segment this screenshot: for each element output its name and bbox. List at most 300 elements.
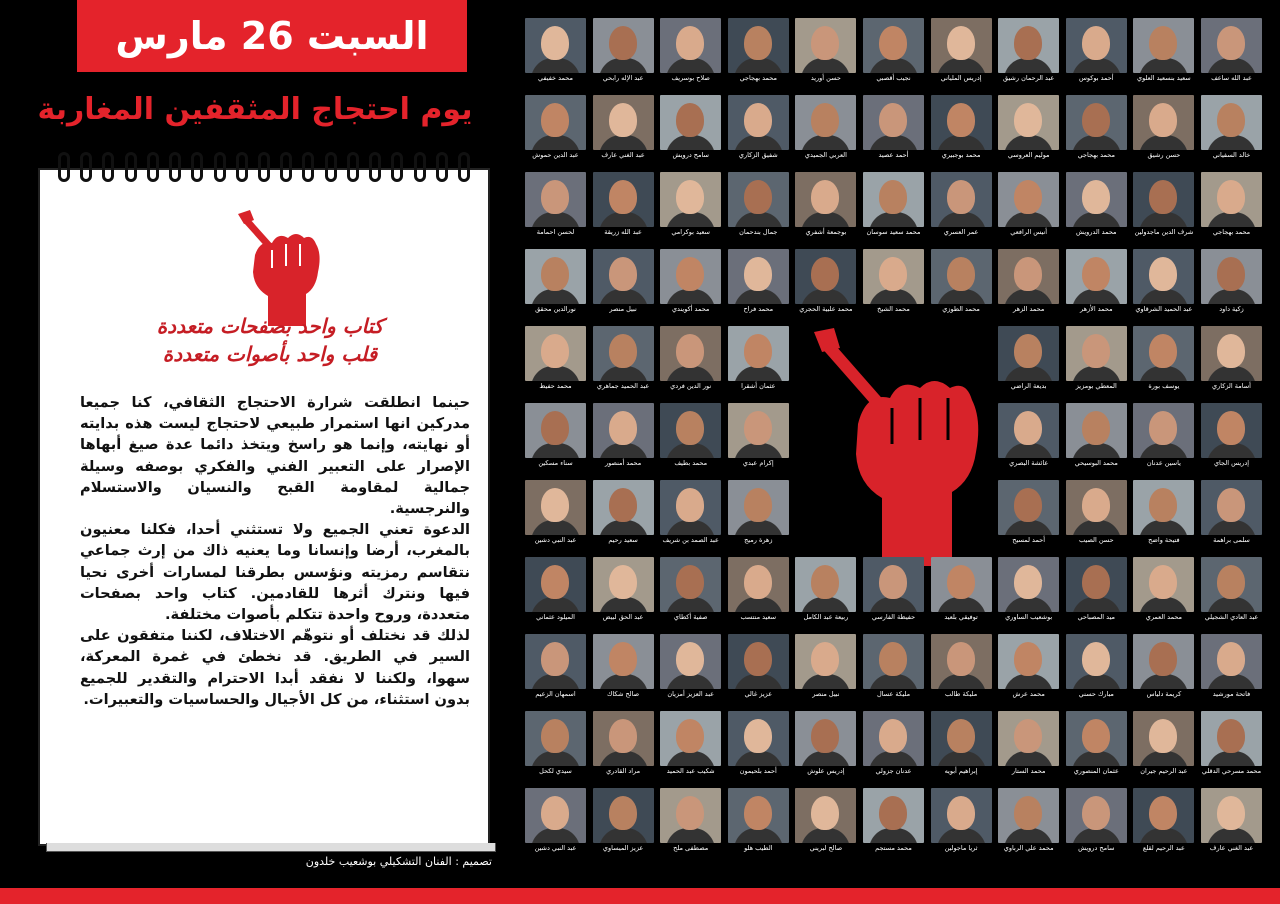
portrait-photo xyxy=(1201,711,1262,766)
ring-icon xyxy=(58,152,70,182)
portrait-photo xyxy=(728,326,789,381)
person-icon xyxy=(879,103,907,137)
person-icon xyxy=(609,334,637,368)
portrait-card xyxy=(1066,249,1127,315)
portrait-name: نور الدين فردي xyxy=(670,382,712,390)
portrait-name: توفيقي بلعيد xyxy=(944,613,978,621)
person-icon xyxy=(1217,719,1245,753)
portrait-card xyxy=(1201,634,1262,700)
portrait-name: إبراهيم أبويه xyxy=(944,767,978,775)
person-icon xyxy=(676,565,704,599)
person-icon xyxy=(1149,180,1177,214)
person-icon xyxy=(1217,565,1245,599)
person-icon xyxy=(1014,334,1042,368)
portrait-name: ثريا ماجولين xyxy=(944,844,978,852)
person-icon xyxy=(1014,719,1042,753)
portrait-card xyxy=(660,557,721,623)
portrait-photo xyxy=(1066,403,1127,458)
portrait-name: صفية أكطاي xyxy=(673,613,708,621)
portrait-card xyxy=(525,711,586,777)
portrait-photo xyxy=(728,18,789,73)
portrait-name: عبد النبي دشين xyxy=(534,536,577,544)
portrait-photo xyxy=(660,711,721,766)
portrait-photo xyxy=(1066,95,1127,150)
portrait-card xyxy=(728,403,789,469)
portrait-card xyxy=(998,249,1059,315)
portrait-name: نجيب أقصبي xyxy=(876,74,911,82)
person-icon xyxy=(1014,796,1042,830)
person-icon xyxy=(744,257,772,291)
portrait-photo xyxy=(525,249,586,304)
portrait-name: عبد الحميد الشرقاوي xyxy=(1135,305,1193,313)
portrait-photo xyxy=(660,557,721,612)
portrait-name: عزيز غالي xyxy=(744,690,773,698)
person-icon xyxy=(1149,411,1177,445)
portrait-photo xyxy=(525,711,586,766)
slogan-line-1: كتاب واحد بصفحات متعددة xyxy=(156,314,384,338)
person-icon xyxy=(676,642,704,676)
portrait-photo xyxy=(593,480,654,535)
person-icon xyxy=(1217,411,1245,445)
portrait-name: نورالدين محقق xyxy=(535,305,576,313)
person-icon xyxy=(811,719,839,753)
portrait-card xyxy=(728,711,789,777)
portrait-photo xyxy=(931,249,992,304)
portrait-card xyxy=(1066,403,1127,469)
portrait-name: عبد الله زريقة xyxy=(604,228,642,236)
person-icon xyxy=(609,642,637,676)
person-icon xyxy=(744,103,772,137)
portrait-card xyxy=(728,326,789,392)
person-icon xyxy=(1149,642,1177,676)
portrait-card xyxy=(998,18,1059,84)
portrait-name: صلاح بوسريف xyxy=(671,74,710,82)
portrait-name: مصطفى ملح xyxy=(673,844,709,852)
portrait-photo xyxy=(998,326,1059,381)
person-icon xyxy=(676,180,704,214)
portrait-name: شرف الدين ماجدولين xyxy=(1134,228,1194,236)
portrait-card xyxy=(1066,634,1127,700)
person-icon xyxy=(744,565,772,599)
person-icon xyxy=(879,796,907,830)
portrait-card xyxy=(728,172,789,238)
portrait-name: عبد الرحيم جيران xyxy=(1140,767,1188,775)
portrait-photo xyxy=(998,18,1059,73)
portrait-name: سعيد رحيم xyxy=(608,536,638,544)
person-icon xyxy=(1082,411,1110,445)
portrait-card xyxy=(1201,172,1262,238)
portrait-name: محمد الشيخ xyxy=(877,305,910,313)
portrait-name: المعطي بومزيز xyxy=(1075,382,1117,390)
portrait-name: نبيل منصر xyxy=(609,305,637,313)
portrait-name: عبد الصمد بن شريف xyxy=(662,536,719,544)
portrait-name: أحمد عصيد xyxy=(878,151,909,159)
portrait-photo xyxy=(1201,172,1262,227)
portrait-card xyxy=(1066,18,1127,84)
portrait-card xyxy=(728,95,789,161)
person-icon xyxy=(541,642,569,676)
portrait-name: عبد الإله رابحي xyxy=(602,74,644,82)
portrait-name: محمد أكويندي xyxy=(671,305,710,313)
portrait-card xyxy=(728,18,789,84)
portrait-photo xyxy=(660,634,721,689)
portrait-name: مليكة عسال xyxy=(876,690,911,698)
portrait-name: مراد القادري xyxy=(606,767,641,775)
portrait-card xyxy=(931,711,992,777)
portrait-card xyxy=(1133,249,1194,315)
person-icon xyxy=(541,565,569,599)
portrait-photo xyxy=(1133,18,1194,73)
portrait-photo xyxy=(1066,18,1127,73)
person-icon xyxy=(676,411,704,445)
person-icon xyxy=(1082,257,1110,291)
portrait-photo xyxy=(863,788,924,843)
portrait-card xyxy=(593,788,654,854)
person-icon xyxy=(811,796,839,830)
person-icon xyxy=(609,180,637,214)
portrait-name: محمد مستجم xyxy=(875,844,912,852)
portrait-photo xyxy=(795,249,856,304)
portrait-photo xyxy=(1133,172,1194,227)
slogan-line-2: قلب واحد بأصوات متعددة xyxy=(162,342,378,366)
portrait-name: جمال بندحمان xyxy=(739,228,778,236)
portrait-photo xyxy=(998,711,1059,766)
portrait-name: فاتحة مورشيد xyxy=(1212,690,1251,698)
person-icon xyxy=(879,257,907,291)
person-icon xyxy=(744,411,772,445)
portrait-name: عبد الرحمان رشيق xyxy=(1003,74,1055,82)
person-icon xyxy=(947,26,975,60)
portrait-photo xyxy=(931,557,992,612)
person-icon xyxy=(1082,488,1110,522)
portrait-card xyxy=(660,249,721,315)
portrait-name: خالد السفياني xyxy=(1212,151,1251,159)
slogan xyxy=(80,312,460,368)
portrait-name: محمد البوسيحي xyxy=(1074,459,1118,467)
person-icon xyxy=(1082,103,1110,137)
portrait-card xyxy=(593,95,654,161)
portrait-name: سيدي لكحل xyxy=(539,767,572,775)
portrait-name: عبد العادي الشجيلي xyxy=(1204,613,1259,621)
portrait-card xyxy=(931,557,992,623)
person-icon xyxy=(676,257,704,291)
portrait-photo xyxy=(931,634,992,689)
portrait-name: بوشعيب الساوري xyxy=(1005,613,1053,621)
portrait-name: عبد العزيز أمزيان xyxy=(667,690,715,698)
person-icon xyxy=(1217,180,1245,214)
portrait-photo xyxy=(593,326,654,381)
portrait-card xyxy=(795,557,856,623)
portrait-photo xyxy=(998,95,1059,150)
portrait-photo xyxy=(1201,788,1262,843)
portrait-card xyxy=(525,326,586,392)
portrait-card xyxy=(1133,403,1194,469)
portrait-card xyxy=(998,788,1059,854)
portrait-name: محمد أمنصور xyxy=(604,459,642,467)
portrait-card xyxy=(728,634,789,700)
person-icon xyxy=(541,103,569,137)
ring-icon xyxy=(258,152,270,182)
portrait-name: أنيس الرافعي xyxy=(1010,228,1048,236)
portrait-card xyxy=(1066,557,1127,623)
portrait-name: سعيد بوكرامي xyxy=(671,228,710,236)
date-banner xyxy=(77,0,467,72)
person-icon xyxy=(1014,26,1042,60)
portrait-name: زكية داود xyxy=(1219,305,1244,313)
portrait-name: عبد الله ساعف xyxy=(1211,74,1252,82)
portrait-card xyxy=(525,788,586,854)
portrait-card xyxy=(1066,788,1127,854)
portrait-name: عثمان أشقرا xyxy=(741,382,776,390)
portrait-photo xyxy=(795,634,856,689)
portrait-photo xyxy=(1133,711,1194,766)
person-icon xyxy=(609,719,637,753)
portrait-name: محمد الطوزي xyxy=(942,305,980,313)
portrait-photo xyxy=(593,788,654,843)
portrait-card xyxy=(795,172,856,238)
portrait-name: عائشة البصري xyxy=(1009,459,1049,467)
portrait-name: كريمة دلياس xyxy=(1146,690,1182,698)
portrait-photo xyxy=(728,557,789,612)
portrait-photo xyxy=(525,403,586,458)
portrait-photo xyxy=(1201,403,1262,458)
portrait-photo xyxy=(1201,557,1262,612)
portrait-name: الميلود عثماني xyxy=(536,613,575,621)
portrait-name: محمد حفيظ xyxy=(539,382,572,390)
ring-icon xyxy=(369,152,381,182)
portrait-card xyxy=(795,18,856,84)
ring-icon xyxy=(280,152,292,182)
portrait-card xyxy=(525,480,586,546)
ring-icon xyxy=(325,152,337,182)
portrait-card xyxy=(795,249,856,315)
portrait-card xyxy=(998,480,1059,546)
portrait-card xyxy=(660,172,721,238)
person-icon xyxy=(947,642,975,676)
portrait-card xyxy=(660,711,721,777)
portrait-card xyxy=(660,788,721,854)
portrait-name: محمد مسرحي الدقلي xyxy=(1201,767,1262,775)
person-icon xyxy=(1149,796,1177,830)
person-icon xyxy=(1082,642,1110,676)
portrait-photo xyxy=(1066,634,1127,689)
portrait-photo xyxy=(1201,95,1262,150)
portrait-name: عمر العسري xyxy=(943,228,979,236)
person-icon xyxy=(744,719,772,753)
portrait-grid xyxy=(524,18,1262,866)
portrait-name: محمد علبية الحجري xyxy=(799,305,853,313)
portrait-name: أحمد بوكوس xyxy=(1078,74,1114,82)
manifesto-paragraph: الدعوة تعني الجميع ولا تستثني أحدا، فكلنا معنيون بالمغرب، أرضا وإنسانا وما يعنيه ذاك من إرث جماعي نتقاسم رمزيته ونؤسس بطرقنا لمسارات أخرى نحيا فيها ونترك أثرها للقادمين. كتاب واحد بصفحات متعددة، وروح واحدة تتكلم بأصوات مختلفة. xyxy=(80,521,470,624)
person-icon xyxy=(879,565,907,599)
person-icon xyxy=(676,26,704,60)
person-icon xyxy=(947,719,975,753)
portrait-photo xyxy=(525,634,586,689)
portrait-card xyxy=(1133,634,1194,700)
portrait-card xyxy=(1066,95,1127,161)
portrait-card xyxy=(795,634,856,700)
portrait-name: أحمد لمسيح xyxy=(1012,536,1046,544)
person-icon xyxy=(947,103,975,137)
person-icon xyxy=(811,257,839,291)
person-icon xyxy=(609,488,637,522)
portrait-photo xyxy=(728,249,789,304)
person-icon xyxy=(744,180,772,214)
portrait-name: محمد بهجاجي xyxy=(739,74,777,82)
person-icon xyxy=(676,334,704,368)
portrait-card xyxy=(998,95,1059,161)
ring-icon xyxy=(302,152,314,182)
portrait-photo xyxy=(795,711,856,766)
portrait-photo xyxy=(525,788,586,843)
portrait-photo xyxy=(660,249,721,304)
portrait-photo xyxy=(1133,634,1194,689)
person-icon xyxy=(609,26,637,60)
portrait-photo xyxy=(593,557,654,612)
portrait-card xyxy=(593,172,654,238)
portrait-photo xyxy=(593,403,654,458)
person-icon xyxy=(1217,334,1245,368)
person-icon xyxy=(947,565,975,599)
person-icon xyxy=(744,488,772,522)
portrait-name: عثمان المنصوري xyxy=(1073,767,1119,775)
portrait-card xyxy=(863,711,924,777)
portrait-photo xyxy=(1201,326,1262,381)
portrait-card xyxy=(1066,711,1127,777)
person-icon xyxy=(541,719,569,753)
portrait-card xyxy=(863,18,924,84)
portrait-photo xyxy=(1066,711,1127,766)
person-icon xyxy=(609,796,637,830)
portrait-name: عبد الغني عارف xyxy=(1209,844,1254,852)
portrait-photo xyxy=(1066,557,1127,612)
portrait-card xyxy=(1201,788,1262,854)
person-icon xyxy=(1217,796,1245,830)
portrait-photo xyxy=(795,788,856,843)
person-icon xyxy=(609,103,637,137)
portrait-name: صالح شكاك xyxy=(607,690,640,698)
portrait-name: عدنان جزولي xyxy=(875,767,912,775)
person-icon xyxy=(879,26,907,60)
portrait-photo xyxy=(525,326,586,381)
portrait-photo xyxy=(1133,403,1194,458)
portrait-card xyxy=(795,711,856,777)
portrait-card xyxy=(931,172,992,238)
portrait-photo xyxy=(525,18,586,73)
person-icon xyxy=(879,719,907,753)
person-icon xyxy=(1014,103,1042,137)
portrait-photo xyxy=(795,95,856,150)
portrait-card xyxy=(998,326,1059,392)
portrait-card xyxy=(593,249,654,315)
portrait-name: محمد الستار xyxy=(1011,767,1046,775)
portrait-card xyxy=(1133,557,1194,623)
portrait-name: إدريس علوش xyxy=(807,767,845,775)
portrait-photo xyxy=(998,557,1059,612)
person-icon xyxy=(744,26,772,60)
person-icon xyxy=(811,565,839,599)
portrait-name: محمد علي الرباوي xyxy=(1003,844,1054,852)
person-icon xyxy=(676,488,704,522)
portrait-photo xyxy=(863,249,924,304)
portrait-photo xyxy=(525,557,586,612)
portrait-card xyxy=(1133,172,1194,238)
person-icon xyxy=(744,642,772,676)
portrait-card xyxy=(593,403,654,469)
portrait-photo xyxy=(863,172,924,227)
portrait-card xyxy=(998,634,1059,700)
manifesto-paragraph: حينما انطلقت شرارة الاحتجاج الثقافي، كنا جميعا مدركين انها استمرار طبيعي لاحتجاج ليست هذه بدايته أو نهايته، وإنما هو راسخ ويتخذ دائما عدة صيغ أبهاها الإصرار على التعبير الفني والفكري بوصفه وسيلة جمالية لمقاومة القبح والنسيان والاستسلام والنرجسية. xyxy=(80,394,470,518)
portrait-photo xyxy=(998,172,1059,227)
person-icon xyxy=(541,26,569,60)
portrait-name: مبارك حسني xyxy=(1078,690,1114,698)
portrait-card xyxy=(728,480,789,546)
portrait-card xyxy=(1066,326,1127,392)
portrait-name: بوجمعة أشفري xyxy=(805,228,847,236)
person-icon xyxy=(1014,642,1042,676)
portrait-photo xyxy=(863,557,924,612)
person-icon xyxy=(744,796,772,830)
ring-icon xyxy=(391,152,403,182)
portrait-name: بديعة الراضي xyxy=(1010,382,1047,390)
portrait-name: محمد بهجاجي xyxy=(1077,151,1115,159)
portrait-photo xyxy=(998,480,1059,535)
portrait-card xyxy=(525,634,586,700)
portrait-card xyxy=(1066,172,1127,238)
portrait-card xyxy=(931,249,992,315)
portrait-photo xyxy=(998,403,1059,458)
portrait-name: شفيق الزكاري xyxy=(738,151,778,159)
person-icon xyxy=(1082,719,1110,753)
portrait-photo xyxy=(1201,249,1262,304)
person-icon xyxy=(1082,180,1110,214)
portrait-card xyxy=(863,172,924,238)
portrait-card xyxy=(593,634,654,700)
portrait-name: عبد الحق لبيض xyxy=(602,613,644,621)
portrait-name: حسن أوريد xyxy=(810,74,841,82)
portrait-photo xyxy=(1133,557,1194,612)
person-icon xyxy=(1014,411,1042,445)
person-icon xyxy=(1014,257,1042,291)
ring-icon xyxy=(125,152,137,182)
portrait-photo xyxy=(1133,95,1194,150)
person-icon xyxy=(811,103,839,137)
portrait-card xyxy=(525,557,586,623)
ring-icon xyxy=(414,152,426,182)
portrait-card xyxy=(1201,711,1262,777)
portrait-name: إكرام عبدي xyxy=(742,459,774,467)
bottom-bar xyxy=(0,888,1280,904)
portrait-name: حسن رشيق xyxy=(1147,151,1181,159)
portrait-name: محمد بهجاجي xyxy=(1212,228,1251,236)
person-icon xyxy=(1149,719,1177,753)
person-icon xyxy=(1014,180,1042,214)
portrait-card xyxy=(1133,95,1194,161)
portrait-name: محمد الأزهر xyxy=(1080,305,1113,313)
ring-icon xyxy=(214,152,226,182)
portrait-photo xyxy=(728,95,789,150)
person-icon xyxy=(609,257,637,291)
portrait-card xyxy=(593,557,654,623)
portrait-card xyxy=(863,557,924,623)
portrait-name: عزيز الميساوي xyxy=(602,844,644,852)
portrait-name: اسمهان الزعيم xyxy=(535,690,576,698)
portrait-card xyxy=(1201,557,1262,623)
portrait-photo xyxy=(1133,788,1194,843)
portrait-name: زهرة رميج xyxy=(744,536,773,544)
portrait-photo xyxy=(1201,634,1262,689)
portrait-photo xyxy=(1133,480,1194,535)
